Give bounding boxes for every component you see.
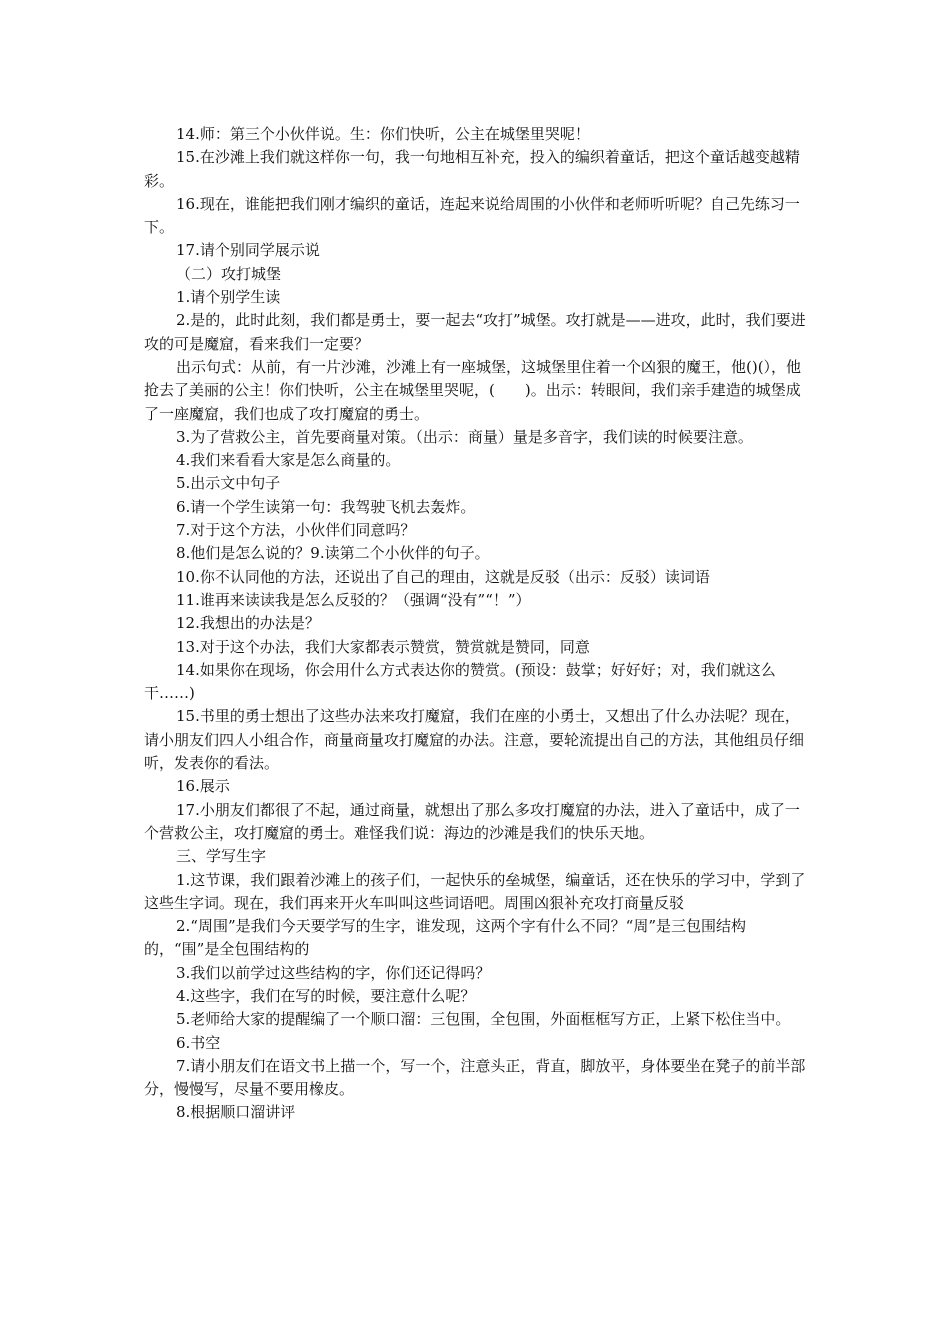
paragraph-10: 4.我们来看看大家是怎么商量的。 [176,451,401,470]
paragraph-31: 8.根据顺口溜讲评 [176,1103,296,1122]
paragraph-6: 1.请个别学生读 [176,288,281,307]
paragraph-14: 8.他们是怎么说的？9.读第二个小伙伴的句子。 [176,544,490,563]
paragraph-1: 14.师：第三个小伙伴说。生：你们快听，公主在城堡里哭呢！ [176,125,590,143]
paragraph-30: 7.请小朋友们在语文书上描一个，写一个，注意头正，背直，脚放平，身体要坐在凳子的前半部分，慢慢写，尽量不要用橡皮。 [144,1056,806,1099]
paragraph-9: 3.为了营救公主，首先要商量对策。（出示：商量）量是多音字，我们读的时候要注意。 [176,427,753,446]
paragraph-28: 5.老师给大家的提醒编了一个顺口溜：三包围，全包围，外面框框写方正，上紧下松住当中。 [176,1010,791,1029]
paragraph-18: 13.对于这个办法，我们大家都表示赞赏，赞赏就是赞同，同意 [176,637,590,656]
paragraph-22: 17.小朋友们都很了不起，通过商量，就想出了那么多攻打魔窟的办法，进入了童话中，成了一个营救公主，攻打魔窟的勇士。难怪我们说：海边的沙滩是我们的快乐天地。 [144,800,800,842]
paragraph-16: 11.谁再来读读我是怎么反驳的？（强调“没有”“！”） [176,590,531,609]
paragraph-3: 16.现在，谁能把我们刚才编织的童话，连起来说给周围的小伙伴和老师听听呢？自己先练习一下。 [144,194,800,237]
paragraph-20: 15.书里的勇士想出了这些办法来攻打魔窟，我们在座的小勇士，又想出了什么办法呢？现在，请小朋友们四人小组合作，商量商量攻打魔窟的办法。注意，要轮流提出自己的方法，其他组员仔细听，发表你的看法。 [144,707,805,773]
paragraph-17: 12.我想出的办法是？ [176,614,320,633]
paragraph-4: 17.请个别同学展示说 [176,241,320,260]
document-body [144,123,808,1125]
paragraph-19: 14.如果你在现场，你会用什么方式表达你的赞赏。(预设：鼓掌；好好好；对，我们就这么干……) [144,660,776,703]
paragraph-2: 15.在沙滩上我们就这样你一句，我一句地相互补充，投入的编织着童话，把这个童话越变越精彩。 [144,148,800,190]
section-heading-write-characters: 三、学写生字 [176,847,267,866]
paragraph-7: 2.是的，此时此刻，我们都是勇士，要一起去“攻打”城堡。攻打就是——进攻，此时，我们要进攻的可是魔窟，看来我们一定要？ [144,311,806,353]
paragraph-21: 16.展示 [176,777,230,796]
paragraph-27: 4.这些字，我们在写的时候，要注意什么呢？ [176,986,476,1005]
paragraph-26: 3.我们以前学过这些结构的字，你们还记得吗？ [176,963,491,982]
section-heading-attack-castle: （二）攻打城堡 [176,264,282,283]
paragraph-15: 10.你不认同他的方法，还说出了自己的理由，这就是反驳（出示：反驳）读词语 [176,567,710,586]
paragraph-25: 2.“周围”是我们今天要学写的生字，谁发现，这两个字有什么不同？“周”是三包围结构的，“围”是全包围结构的 [144,917,746,959]
paragraph-24: 1.这节课，我们跟着沙滩上的孩子们，一起快乐的垒城堡，编童话，还在快乐的学习中，学到了这些生字词。现在，我们再来开火车叫叫这些词语吧。周围凶狠补充攻打商量反驳 [144,870,806,912]
paragraph-11: 5.出示文中句子 [176,474,281,493]
paragraph-12: 6.请一个学生读第一句：我驾驶飞机去轰炸。 [176,497,476,516]
paragraph-29: 6.书空 [176,1033,221,1052]
paragraph-sentence-pattern: 出示句式：从前，有一片沙滩，沙滩上有一座城堡，这城堡里住着一个凶狠的魔王，他()(），他抢去了美丽的公主！你们快听，公主在城堡里哭呢，( )。出示：转眼间，我们亲手建造的城堡成了一座魔窟，我们也成了攻打魔窟的勇士。 [144,357,802,423]
paragraph-13: 7.对于这个方法，小伙伴们同意吗？ [176,521,416,540]
